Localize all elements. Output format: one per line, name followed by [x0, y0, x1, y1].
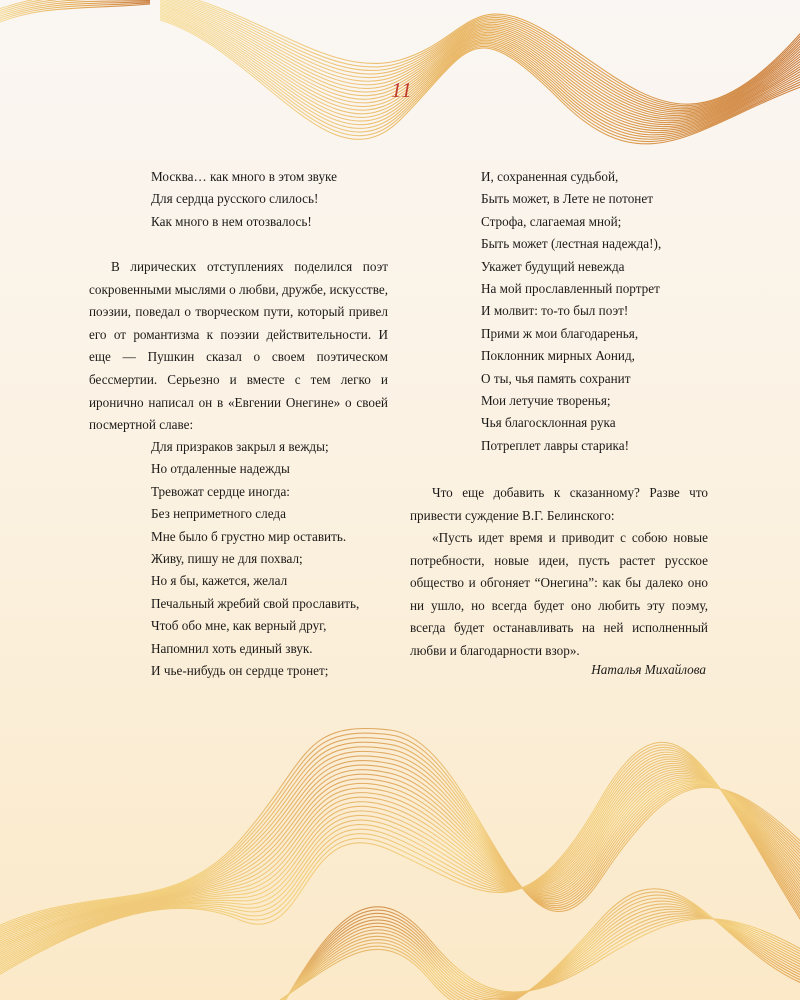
wave-line [0, 773, 800, 952]
wave-line [0, 765, 800, 960]
verse-line: Укажет будущий невежда [481, 258, 625, 274]
verse-line: Москва… как много в этом звуке [151, 169, 337, 184]
quote-text: «Пусть идет время и приводит с собою новые потребности, новые идеи, пусть растет русское общество и обгоняет “Онегина”: как бы далеко оно ни ушло, но всегда будет оно любить эту поэму, всегда будет останавливать на ней исполненный любви и благодарности взор». [410, 530, 708, 658]
wave-line [0, 771, 800, 954]
wave-line [280, 916, 800, 1000]
verse-line: И, сохраненная судьбой, [481, 169, 619, 184]
verse-line: Живу, пишу не для похвал; [151, 551, 303, 567]
verse-line: Но я бы, кажется, желал [151, 573, 288, 589]
top-wave-lines [0, 0, 800, 144]
wave-line [0, 750, 800, 974]
verse-line: Тревожат сердце иногда: [151, 483, 290, 499]
wave-line [0, 742, 800, 980]
verse-line: Поклонник мирных Аонид, [481, 348, 635, 364]
author-signature: Наталья Михайлова [591, 662, 706, 677]
verse-line: Для сердца русского слилось! [151, 191, 319, 207]
wave-line [0, 770, 800, 956]
page-number: 11 [391, 78, 413, 102]
verse-line: Чтоб обо мне, как верный друг, [151, 618, 327, 634]
right-paragraph-1 [410, 482, 708, 527]
wave-line [160, 0, 800, 107]
verse-line: На мой прославленный портрет [481, 281, 660, 297]
wave-line [0, 745, 800, 978]
left-poem [151, 436, 359, 682]
verse-line: Напомнил хоть единый звук. [151, 640, 313, 656]
verse-line: Прими ж мои благодаренья, [481, 325, 639, 341]
verse-line: Мне было б грустно мир оставить. [151, 528, 347, 544]
left-paragraph [89, 256, 388, 437]
verse-line: Быть может (лестная надежда!), [481, 236, 662, 252]
verse-line: О ты, чья память сохранит [481, 370, 631, 386]
verse-line: Потреплет лавры старика! [481, 437, 630, 453]
paragraph-text: Что еще добавить к сказанному? Разве что привести суждение В.Г. Белинского: [410, 485, 708, 523]
verse-line: Мои летучие творенья; [481, 393, 611, 409]
verse-line: Как много в нем отозвалось! [151, 213, 312, 229]
verse-line: Строфа, слагаемая мной; [481, 213, 622, 229]
epigraph [151, 166, 337, 233]
verse-line: И молвит: то-то был поэт! [481, 303, 629, 319]
wave-line [0, 2, 150, 22]
right-paragraph-2 [410, 527, 708, 663]
verse-line: Печальный жребий свой прославить, [151, 595, 360, 611]
verse-line: Но отдаленные надежды [151, 461, 290, 477]
verse-line: Без неприметного следа [151, 506, 286, 522]
right-poem [481, 166, 661, 457]
verse-line: И чье-нибудь он сердце тронет; [151, 663, 329, 679]
bottom-wave-lines [0, 728, 800, 1000]
verse-line: Чья благосклонная рука [481, 415, 616, 431]
verse-line: Для призраков закрыл я вежды; [151, 439, 329, 454]
paragraph-text: В лирических отступлениях поделился поэт сокровенными мыслями о любви, дружбе, искусстве, поэзии, поведал о творческом пути, который привел его от романтизма к поэзии действительности. И еще — Пушкин сказал о своем поэтическом бессмертии. Серьезно и вместе с тем легко и иронично написал он в «Евгении Онегине» о своей посмертной славе: [89, 259, 388, 433]
verse-line: Быть может, в Лете не потонет [481, 191, 653, 207]
